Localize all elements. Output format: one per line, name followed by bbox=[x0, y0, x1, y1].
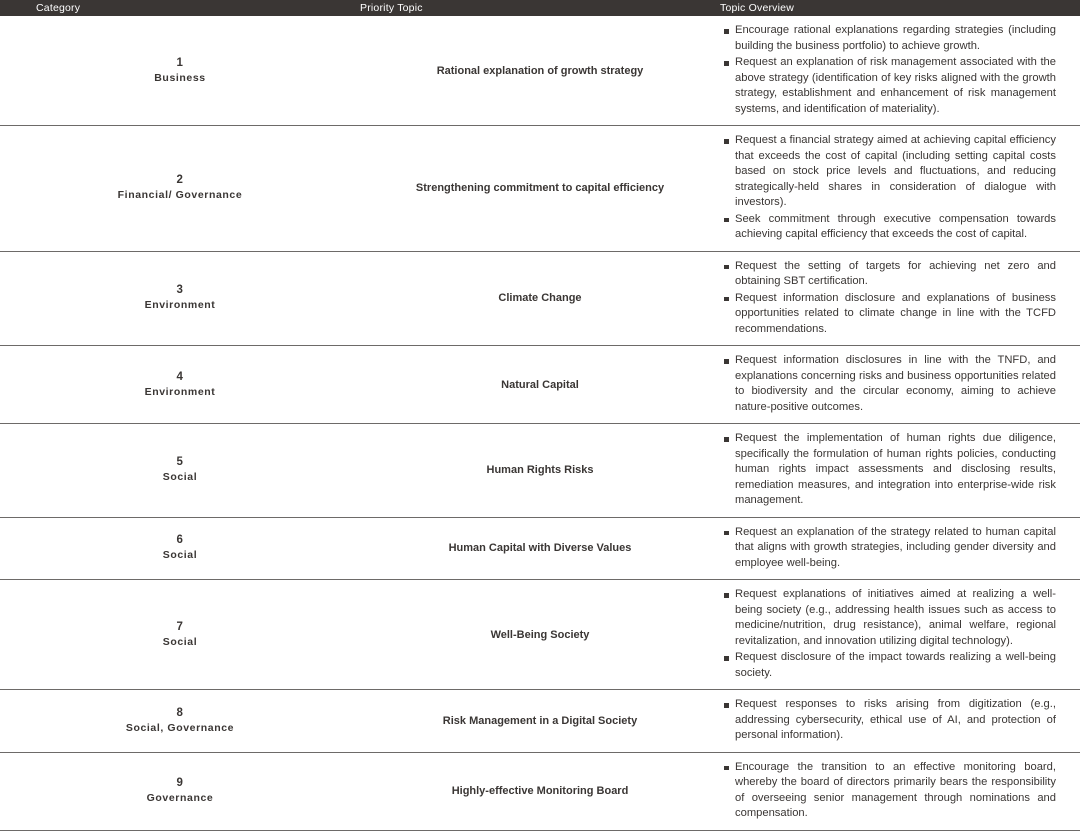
overview-text: Request disclosure of the impact towards realizing a well-being society. bbox=[735, 651, 1056, 679]
cell-priority-topic bbox=[360, 251, 720, 346]
cell-category bbox=[0, 346, 360, 424]
square-bullet-icon bbox=[724, 139, 729, 144]
column-header-category: Category bbox=[36, 2, 81, 14]
cell-category bbox=[0, 424, 360, 518]
priority-topic-label: Highly-effective Monitoring Board bbox=[451, 785, 629, 797]
overview-bullet-list bbox=[724, 525, 1056, 572]
overview-text: Request information disclosure and explanations of business opportunities related to climate change in line with the TCFD recommendations. bbox=[735, 291, 1056, 335]
column-header-priority-topic: Priority Topic bbox=[360, 2, 423, 14]
overview-text: Request information disclosures in line with the TNFD, and explanations concerning risks and business opportunities related to biodiversity and the circular economy, aiming to achieve nature-positive outcomes. bbox=[735, 354, 1056, 413]
overview-bullet-list bbox=[724, 697, 1056, 744]
overview-bullet-list bbox=[724, 587, 1056, 681]
overview-text: Request the implementation of human rights due diligence, specifically the formulation of human rights policies, conducting human rights impact assessments and disclosing results, remediation measures, and integration into enterprise-wide risk management. bbox=[735, 432, 1056, 506]
priority-number: 1 bbox=[176, 56, 184, 69]
table-row bbox=[0, 346, 1080, 424]
category-label: Social bbox=[162, 635, 198, 648]
cell-category bbox=[0, 752, 360, 830]
column-header-topic-overview: Topic Overview bbox=[720, 2, 794, 14]
list-item bbox=[724, 353, 1056, 415]
cell-topic-overview bbox=[720, 346, 1080, 424]
square-bullet-icon bbox=[724, 766, 729, 771]
priority-topic-label: Human Capital with Diverse Values bbox=[448, 542, 632, 555]
category-label: Social bbox=[162, 549, 198, 562]
overview-bullet-list bbox=[724, 353, 1056, 415]
overview-text: Request an explanation of risk management associated with the above strategy (identification of key risks aligned with the growth strategy, establishment and enhancement of risk management systems, and identification of materiality). bbox=[735, 56, 1056, 115]
list-item bbox=[724, 697, 1056, 744]
table-row bbox=[0, 251, 1080, 346]
table-row bbox=[0, 752, 1080, 830]
list-item bbox=[724, 212, 1056, 243]
category-label: Governance bbox=[146, 792, 214, 804]
table-body bbox=[0, 16, 1080, 830]
list-item bbox=[724, 525, 1056, 572]
cell-priority-topic bbox=[360, 580, 720, 690]
priority-number: 2 bbox=[176, 174, 184, 187]
square-bullet-icon bbox=[724, 531, 729, 536]
overview-text: Request an explanation of the strategy related to human capital that aligns with growth strategies, including gender diversity and employee well-being. bbox=[735, 525, 1056, 569]
cell-topic-overview bbox=[720, 752, 1080, 830]
priority-number: 5 bbox=[176, 456, 184, 469]
overview-bullet-list bbox=[724, 760, 1056, 822]
cell-topic-overview bbox=[720, 690, 1080, 753]
priority-topic-label: Risk Management in a Digital Society bbox=[442, 714, 638, 727]
cell-priority-topic bbox=[360, 424, 720, 518]
cell-priority-topic bbox=[360, 126, 720, 252]
square-bullet-icon bbox=[724, 218, 729, 223]
overview-text: Seek commitment through executive compensation towards achieving capital efficiency that exceeds the cost of capital. bbox=[735, 212, 1056, 240]
priority-topic-label: Rational explanation of growth strategy bbox=[436, 64, 644, 77]
list-item bbox=[724, 650, 1056, 681]
category-label: Social bbox=[162, 471, 198, 484]
overview-bullet-list bbox=[724, 23, 1056, 117]
cell-priority-topic bbox=[360, 517, 720, 580]
cell-topic-overview bbox=[720, 517, 1080, 580]
overview-text: Encourage rational explanations regarding strategies (including building the business portfolio) to achieve growth. bbox=[735, 24, 1056, 52]
cell-category bbox=[0, 517, 360, 580]
table-row bbox=[0, 517, 1080, 580]
list-item bbox=[724, 133, 1056, 211]
priority-number: 8 bbox=[176, 706, 184, 719]
table-row bbox=[0, 424, 1080, 518]
overview-text: Encourage the transition to an effective monitoring board, whereby the board of directors primarily bears the responsibility of overseeing senior management through nominations and compensation. bbox=[735, 760, 1056, 819]
overview-text: Request a financial strategy aimed at achieving capital efficiency that exceeds the cost of capital (including setting capital costs based on stock price levels and fluctuations, and reducing strategically-held shares in consideration of dialogue with investors). bbox=[735, 134, 1056, 208]
priority-number: 6 bbox=[176, 534, 184, 547]
overview-bullet-list bbox=[724, 431, 1056, 509]
square-bullet-icon bbox=[724, 437, 729, 442]
list-item bbox=[724, 587, 1056, 649]
list-item bbox=[724, 431, 1056, 509]
square-bullet-icon bbox=[724, 656, 729, 661]
cell-topic-overview bbox=[720, 251, 1080, 346]
list-item bbox=[724, 291, 1056, 338]
overview-text: Request the setting of targets for achieving net zero and obtaining SBT certification. bbox=[735, 259, 1056, 287]
cell-topic-overview bbox=[720, 580, 1080, 690]
square-bullet-icon bbox=[724, 593, 729, 598]
table-row bbox=[0, 690, 1080, 753]
overview-bullet-list bbox=[724, 259, 1056, 338]
cell-priority-topic bbox=[360, 690, 720, 753]
list-item bbox=[724, 55, 1056, 117]
priority-number: 3 bbox=[176, 284, 184, 297]
priority-topic-label: Human Rights Risks bbox=[486, 464, 594, 477]
category-label: Business bbox=[154, 71, 206, 84]
overview-bullet-list bbox=[724, 133, 1056, 243]
category-label: Social, Governance bbox=[125, 721, 235, 734]
square-bullet-icon bbox=[724, 29, 729, 34]
cell-category bbox=[0, 126, 360, 252]
category-label: Environment bbox=[144, 385, 216, 398]
priority-topic-label: Well-Being Society bbox=[490, 628, 590, 641]
list-item bbox=[724, 23, 1056, 54]
priority-topic-label: Natural Capital bbox=[501, 378, 579, 391]
priority-number: 7 bbox=[176, 620, 184, 633]
cell-priority-topic bbox=[360, 346, 720, 424]
overview-text: Request responses to risks arising from digitization (e.g., addressing cybersecurity, ethical use of AI, and protection of personal information). bbox=[735, 698, 1056, 741]
table-header-row bbox=[0, 0, 1080, 16]
priority-topic-label: Climate Change bbox=[498, 292, 582, 305]
cell-topic-overview bbox=[720, 16, 1080, 126]
square-bullet-icon bbox=[724, 265, 729, 270]
category-label: Financial/ Governance bbox=[117, 189, 243, 202]
priority-number: 9 bbox=[176, 777, 184, 789]
square-bullet-icon bbox=[724, 703, 729, 708]
square-bullet-icon bbox=[724, 61, 729, 66]
square-bullet-icon bbox=[724, 297, 729, 302]
cell-category bbox=[0, 251, 360, 346]
table-row bbox=[0, 580, 1080, 690]
cell-category bbox=[0, 580, 360, 690]
cell-topic-overview bbox=[720, 424, 1080, 518]
table-row bbox=[0, 16, 1080, 126]
cell-priority-topic bbox=[360, 16, 720, 126]
cell-topic-overview bbox=[720, 126, 1080, 252]
table-header bbox=[0, 0, 1080, 16]
priority-number: 4 bbox=[176, 370, 184, 383]
list-item bbox=[724, 760, 1056, 822]
list-item bbox=[724, 259, 1056, 290]
category-label: Environment bbox=[144, 299, 216, 312]
square-bullet-icon bbox=[724, 359, 729, 364]
cell-category bbox=[0, 16, 360, 126]
overview-text: Request explanations of initiatives aimed at realizing a well-being society (e.g., addressing health issues such as access to medicine/nutrition, drug resistance), animal welfare, regional revitalization, and innovation utilizing digital technology). bbox=[735, 588, 1056, 647]
cell-priority-topic bbox=[360, 752, 720, 830]
priority-topic-label: Strengthening commitment to capital efficiency bbox=[415, 182, 665, 195]
table-row bbox=[0, 126, 1080, 252]
cell-category bbox=[0, 690, 360, 753]
